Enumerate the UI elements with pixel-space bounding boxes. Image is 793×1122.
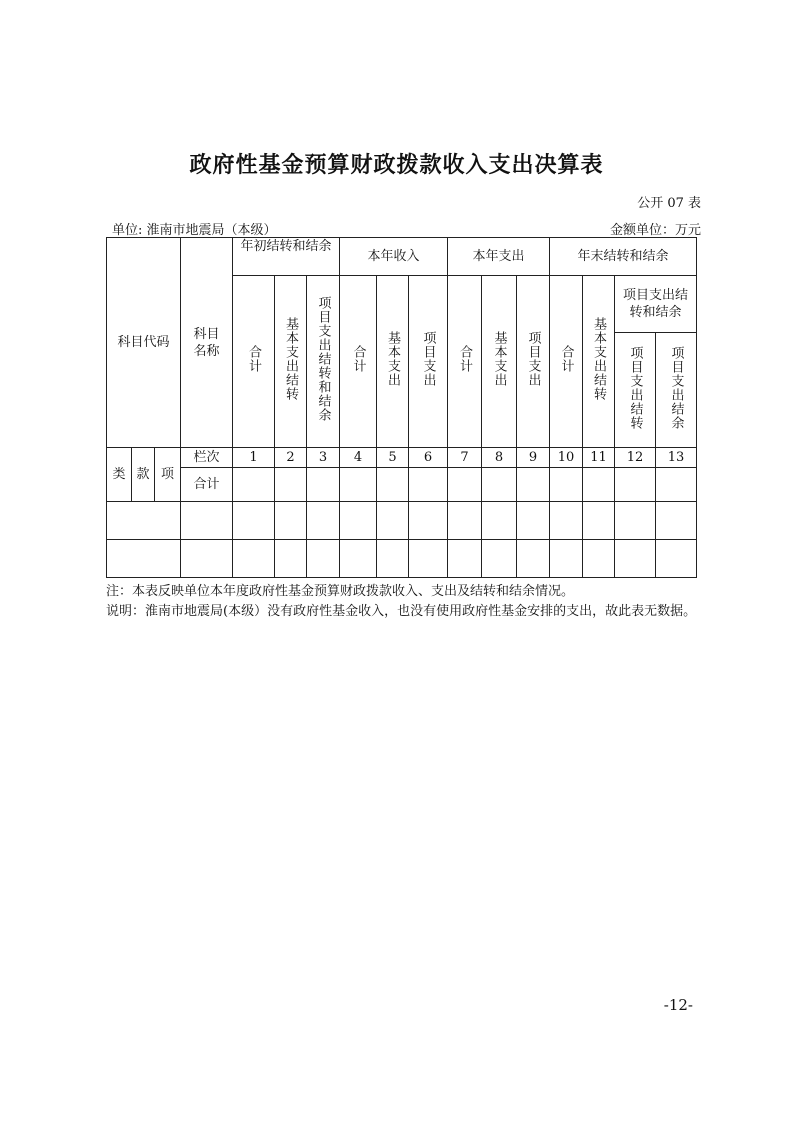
table-cell (550, 468, 583, 502)
expense-header: 本年支出 (448, 238, 550, 276)
end-balance-header: 年末结转和结余 (550, 238, 697, 276)
table-cell (482, 468, 517, 502)
begin-total-header: 合计 (233, 276, 275, 448)
code-xiang-header: 项 (155, 448, 181, 502)
col-index-label: 栏次 (181, 448, 233, 468)
total-row-label: 合计 (181, 468, 233, 502)
income-total-header: 合计 (340, 276, 377, 448)
subject-name-header: 科目 名称 (181, 238, 233, 448)
subject-code-header: 科目代码 (107, 238, 181, 448)
begin-basic-balance-header: 基本支出结转 (275, 276, 307, 448)
col-number: 7 (448, 448, 482, 468)
table-cell (583, 468, 615, 502)
table-cell (517, 468, 550, 502)
begin-project-balance-header: 项目支出结转和结余 (307, 276, 340, 448)
col-number: 13 (656, 448, 697, 468)
col-number: 12 (615, 448, 656, 468)
income-basic-header: 基本支出 (377, 276, 409, 448)
table-row (107, 540, 697, 578)
col-number: 6 (409, 448, 448, 468)
col-number: 3 (307, 448, 340, 468)
note-text: 注：本表反映单位本年度政府性基金预算财政拨款收入、支出及结转和结余情况。 (106, 584, 575, 599)
table-cell (615, 468, 656, 502)
expense-total-header: 合计 (448, 276, 482, 448)
table-cell (656, 468, 697, 502)
table-row (107, 502, 697, 540)
col-number: 8 (482, 448, 517, 468)
col-number: 10 (550, 448, 583, 468)
form-number: 公开 07 表 (637, 196, 701, 211)
col-number: 4 (340, 448, 377, 468)
code-lei-header: 类 (107, 448, 132, 502)
explanation-text: 说明：淮南市地震局(本级）没有政府性基金收入，也没有使用政府性基金安排的支出，故此表无数据。 (106, 604, 697, 619)
col-number: 11 (583, 448, 615, 468)
code-kuan-header: 款 (132, 448, 155, 502)
col-number: 1 (233, 448, 275, 468)
table-cell (307, 468, 340, 502)
reporting-unit: 单位: 淮南市地震局（本级） (112, 223, 277, 238)
end-project-group-header: 项目支出结转和结余 (615, 276, 697, 333)
table-cell (340, 468, 377, 502)
expense-project-header: 项目支出 (517, 276, 550, 448)
table-cell (233, 468, 275, 502)
amount-unit: 金额单位：万元 (609, 223, 701, 238)
expense-basic-header: 基本支出 (482, 276, 517, 448)
table-cell (275, 468, 307, 502)
col-number: 5 (377, 448, 409, 468)
notes (106, 582, 706, 622)
income-header: 本年收入 (340, 238, 448, 276)
begin-balance-header: 年初结转和结余 (233, 238, 340, 276)
document-title: 政府性基金预算财政拨款收入支出决算表 (189, 153, 604, 178)
end-project-carry-header: 项目支出结转 (615, 333, 656, 448)
fund-budget-table (106, 237, 697, 578)
end-total-header: 合计 (550, 276, 583, 448)
income-project-header: 项目支出 (409, 276, 448, 448)
table-cell (448, 468, 482, 502)
end-project-surplus-header: 项目支出结余 (656, 333, 697, 448)
table-cell (377, 468, 409, 502)
page-number: -12- (663, 996, 693, 1014)
col-number: 2 (275, 448, 307, 468)
end-basic-balance-header: 基本支出结转 (583, 276, 615, 448)
table-cell (409, 468, 448, 502)
col-number: 9 (517, 448, 550, 468)
